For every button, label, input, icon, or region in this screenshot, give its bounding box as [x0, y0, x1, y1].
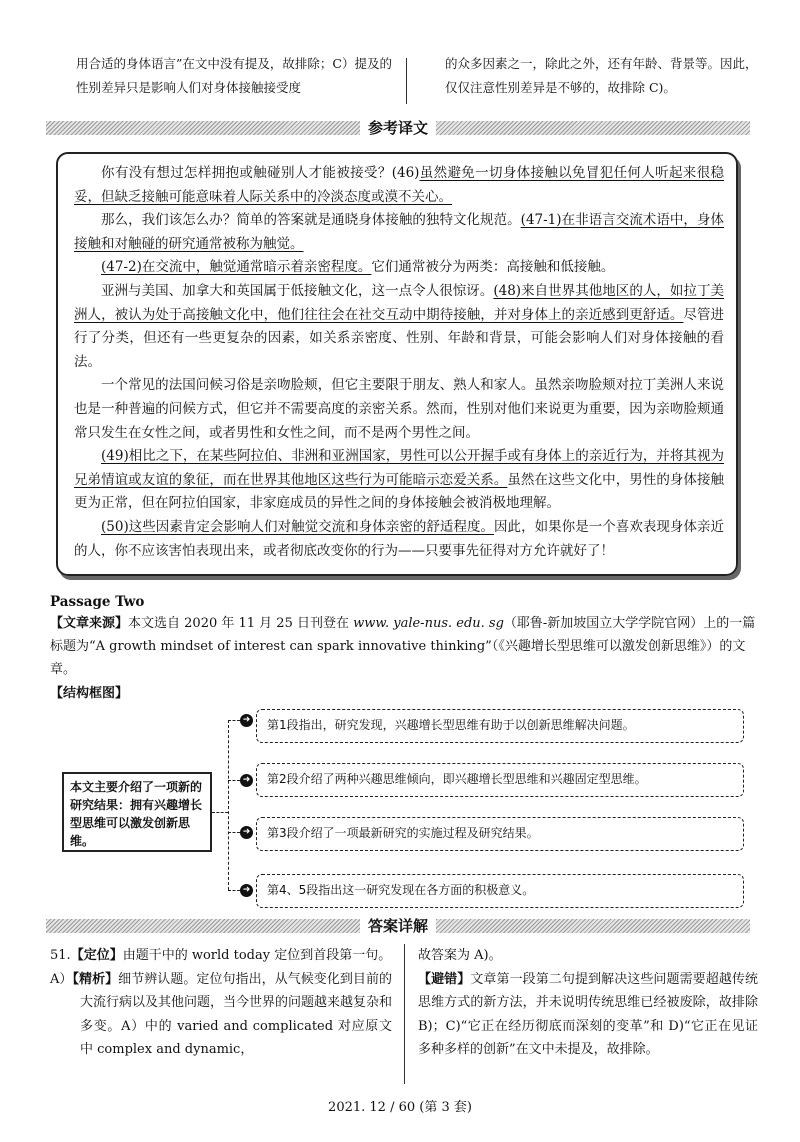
text-run: 因此，如果你是一个喜欢表现身体亲近的人，你不应该害怕表现出来，或者彻底改变你的行为——只要事先征得对方允许就好了！	[74, 518, 724, 559]
text-run: 它们通常被分为两类：高接触和低接触。	[371, 259, 615, 276]
text-run: 细节辨认题。定位句指出，从气候变化到目前的大流行病以及其他问题，当今世界的问题越来越复杂和多变。A）中的 varied and complicated 对应原文中 complex and dynamic，	[80, 971, 393, 1057]
text-run: 你有没有想过怎样拥抱或触碰别人才能被接受？(46)	[101, 165, 420, 181]
option-label: A）	[50, 971, 73, 987]
answers-section-bar	[46, 916, 750, 936]
answer-left-column	[50, 944, 392, 1062]
arrow-icon: ➜	[240, 714, 253, 727]
column-divider	[406, 58, 407, 104]
structure-heading: 【结构框图】	[50, 686, 129, 701]
structure-node: 第4、5段指出这一研究发现在各方面的积极意义。	[256, 874, 744, 908]
text-run: 本文选自 2020 年 11 月 25 日刊登在	[128, 616, 354, 631]
article-source	[50, 612, 756, 681]
tree-branch	[228, 720, 240, 721]
text-run: 亚洲与美国、加拿大和英国属于低接触文化，这一点令人很惊讶。	[101, 282, 494, 299]
tree-branch	[228, 832, 240, 833]
text-run: 尽管进行了分类，但还有一些更复杂的因素，如关系亲密度、性别、年龄和背景，可能会影响人们对身体接触的看法。	[74, 306, 725, 370]
text-run: （耶鲁-新加坡国立大学学院官网）上的一篇标题为“A growth mindset of interest can spark innovative thinking”（《兴趣增长型思维可以激发创新思维》）的文章。	[50, 616, 756, 677]
trap-tag: 【避错】	[418, 971, 471, 987]
tree-connector	[212, 812, 228, 813]
tree-trunk	[228, 720, 229, 890]
continued-answer	[58, 52, 758, 108]
translation-paragraph	[74, 209, 724, 256]
arrow-icon: ➜	[240, 774, 253, 787]
text-run: 那么，我们该怎么办？简单的答案就是通晓身体接触的独特文化规范。	[101, 212, 521, 229]
trap-paragraph	[418, 968, 758, 1062]
translation-box	[56, 152, 738, 576]
continued-left: 用合适的身体语言”在文中没有提及，故排除；C）提及的性别差异只是影响人们对身体接触接受度	[76, 56, 392, 95]
locate-paragraph	[50, 944, 392, 968]
summary-box: 本文主要介绍了一项新的研究结果：拥有兴趣增长型思维可以激发创新思维。	[62, 772, 212, 852]
underlined-answer-47-2: (47-2)在交流中，触觉通常暗示着亲密程度。	[101, 259, 372, 276]
arrow-icon: ➜	[240, 826, 253, 839]
translation-paragraph: 一个常见的法国问候习俗是亲吻脸颊，但它主要限于朋友、熟人和家人。虽然亲吻脸颊对拉丁美洲人来说也是一种普遍的问候方式，但它并不需要高度的亲密关系。然而，性别对他们来说更为重要，因为亲吻脸颊通常只发生在女性之间，或者男性和女性之间，而不是两个男性之间。	[74, 377, 724, 441]
arrow-icon: ➜	[240, 884, 253, 897]
translation-paragraph	[74, 256, 724, 280]
continued-right: 的众多因素之一，除此之外，还有年龄、背景等。因此，仅仅注意性别差异是不够的，故排除 C)。	[445, 56, 758, 95]
analysis-tag: 【精析】	[72, 971, 119, 987]
translation-paragraph	[74, 445, 724, 516]
structure-node: 第3段介绍了一项最新研究的实施过程及研究结果。	[256, 817, 744, 851]
translation-title: 参考译文	[360, 119, 436, 137]
column-divider	[404, 944, 405, 1084]
underlined-answer-46: 虽然避免一切身体接触以免冒犯任何人听起来很稳妥，但缺乏接触可能意味着人际关系中的冷淡态度或漠不关心。	[74, 165, 724, 205]
structure-node: 第2段介绍了两种兴趣思维倾向，即兴趣增长型思维和兴趣固定型思维。	[256, 763, 744, 797]
answer-right-column	[418, 944, 758, 1062]
passage-heading: Passage Two	[50, 594, 145, 610]
answer-conclusion: 故答案为 A)。	[418, 948, 502, 963]
translation-paragraph	[74, 162, 724, 209]
analysis-paragraph	[50, 968, 392, 1062]
question-number: 51.	[50, 948, 71, 963]
translation-paragraph	[74, 280, 724, 374]
translation-paragraph	[74, 516, 724, 563]
text-run: 由题干中的 world today 定位到首段第一句。	[122, 948, 392, 963]
source-tag: 【文章来源】	[50, 616, 129, 631]
tree-branch	[228, 780, 240, 781]
underlined-answer-49: (49)相比之下，在某些阿拉伯、非洲和亚洲国家，男性可以公开握手或有身体上的亲近行为，并将其视为兄弟情谊或友谊的象征，而在世界其他地区这些行为可能暗示恋爱关系。	[74, 448, 724, 488]
source-site: www. yale-nus. edu. sg	[353, 616, 504, 631]
answers-title: 答案详解	[360, 917, 436, 935]
page-footer: 2021. 12 / 60 (第 3 套)	[328, 1100, 472, 1115]
underlined-answer-48: (48)来自世界其他地区的人，如拉丁美洲人，被认为处于高接触文化中，他们往往会在社交互动中期待接触，并对身体上的亲近感到更舒适。	[74, 282, 724, 323]
translation-section-bar	[46, 118, 750, 138]
text-run: 文章第一段第二句提到解决这些问题需要超越传统思维方式的新方法，并未说明传统思维已经被废除，故排除 B)；C)“它正在经历彻底而深刻的变革”和 D)“它正在见证多种多样的创新”在文中未提及，故排除。	[418, 971, 758, 1057]
underlined-answer-47-1: (47-1)在非语言交流术语中，身体接触和对触碰的研究通常被称为触觉。	[74, 212, 724, 252]
structure-node: 第1段指出，研究发现，兴趣增长型思维有助于以创新思维解决问题。	[256, 709, 744, 743]
tree-branch	[228, 890, 240, 891]
text-run: 虽然在这些文化中，男性的身体接触更为正常，但在阿拉伯国家，非家庭成员的异性之间的身体接触会被消极地理解。	[74, 471, 725, 512]
locate-tag: 【定位】	[70, 948, 123, 963]
underlined-answer-50: (50)这些因素肯定会影响人们对触觉交流和身体亲密的舒适程度。	[101, 518, 495, 535]
